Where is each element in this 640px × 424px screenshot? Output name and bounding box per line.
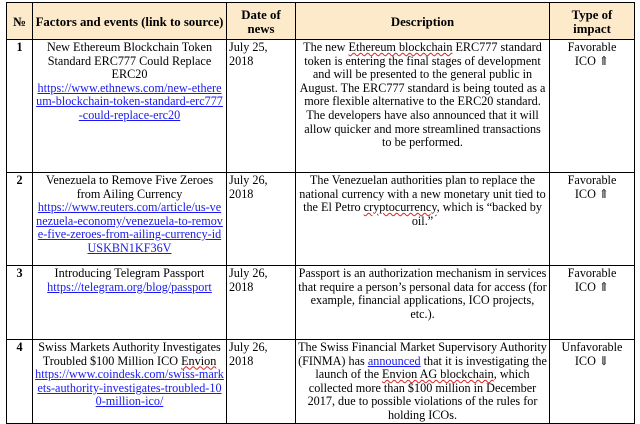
row-number: 1 [7, 40, 33, 173]
impact-value: ICO ⇑ [574, 186, 610, 201]
header-factors: Factors and events (link to source) [33, 3, 227, 40]
impact-value: ICO ⇑ [574, 279, 610, 294]
factor-title: New Ethereum Blockchain Token Standard ERC777 Could Replace ERC20 [46, 40, 213, 82]
header-num: № [7, 3, 33, 40]
news-date: July 26, 2018 [227, 266, 296, 340]
table-row [7, 173, 635, 266]
description-cell [296, 40, 550, 173]
source-link[interactable]: https://www.reuters.com/article/us-venezuela-economy/venezuela-to-remove-five-zeroes-from-ailing-currency-idUSKBN1KF36V [36, 200, 223, 255]
header-description: Description [296, 3, 550, 40]
row-number: 2 [7, 173, 33, 266]
description-text: , which collected more than $100 million in December 2017, due to possible violations of the rules for holding ICOs. [307, 367, 538, 422]
impact-label: Unfavorable [561, 340, 623, 354]
source-link[interactable]: https://www.ethnews.com/new-ethereum-blockchain-token-standard-erc777-could-replace-erc20 [36, 80, 223, 122]
source-link[interactable]: https://telegram.org/blog/passport [47, 279, 212, 294]
description-term: Envion AG blockchain [382, 367, 494, 382]
factor-cell [33, 266, 227, 340]
description-term: Ethereum blockchain [348, 40, 453, 54]
header-impact: Type of impact [550, 3, 635, 40]
description-text: that it is investigating the launch of the [315, 353, 547, 382]
announced-link[interactable]: announced [367, 353, 421, 368]
table-row [7, 266, 635, 340]
header-date: Date of news [227, 3, 296, 40]
impact-label: Favorable [567, 173, 617, 187]
table-row [7, 40, 635, 173]
row-number: 4 [7, 340, 33, 424]
description-text: , which is “backed by oil.” [411, 200, 542, 228]
factor-cell [33, 173, 227, 266]
impact-value: ICO ⇓ [574, 353, 610, 368]
description-cell: Passport is an authorization mechanism in services that require a person’s personal data for access (for example, financial applications, ICO projects, etc.). [296, 266, 550, 340]
news-impact-table [6, 2, 635, 424]
impact-label: Favorable [567, 40, 617, 54]
impact-value: ICO ⇑ [574, 53, 610, 68]
source-link[interactable]: https://www.coindesk.com/swiss-markets-authority-investigates-troubled-100-million-ico/ [35, 367, 224, 409]
news-date: July 26, 2018 [227, 340, 296, 424]
description-text: The new [303, 40, 349, 54]
description-text: The Swiss Financial Market Supervisory Authority (FINMA) has [298, 340, 547, 368]
description-text: ERC777 standard token is entering the final stages of development and will be presented to the general public in August. The ERC777 standard is being touted as a more flexible alternative to the ERC20 standard. The developers have also announced that it will allow quicker and more streamlined transactions to be performed. [299, 40, 546, 150]
factor-title-term: Envion [181, 353, 217, 368]
news-date: July 25, 2018 [227, 40, 296, 173]
factor-cell [33, 40, 227, 173]
impact-cell [550, 173, 635, 266]
factor-title: Venezuela to Remove Five Zeroes from Ailing Currency [45, 173, 214, 201]
impact-label: Favorable [567, 266, 617, 280]
row-number: 3 [7, 266, 33, 340]
description-cell [296, 173, 550, 266]
description-text: The Venezuelan authorities plan to replace the national currency with a new monetary unit tied to the El Petro [299, 173, 546, 215]
impact-cell [550, 40, 635, 173]
description-term: cryptocurrency [363, 200, 437, 215]
header-row [7, 3, 635, 40]
factor-title: Introducing Telegram Passport [54, 266, 205, 280]
news-date: July 26, 2018 [227, 173, 296, 266]
factor-title: Swiss Markets Authority Investigates Troubled $100 Million ICO [38, 340, 221, 368]
impact-cell [550, 266, 635, 340]
